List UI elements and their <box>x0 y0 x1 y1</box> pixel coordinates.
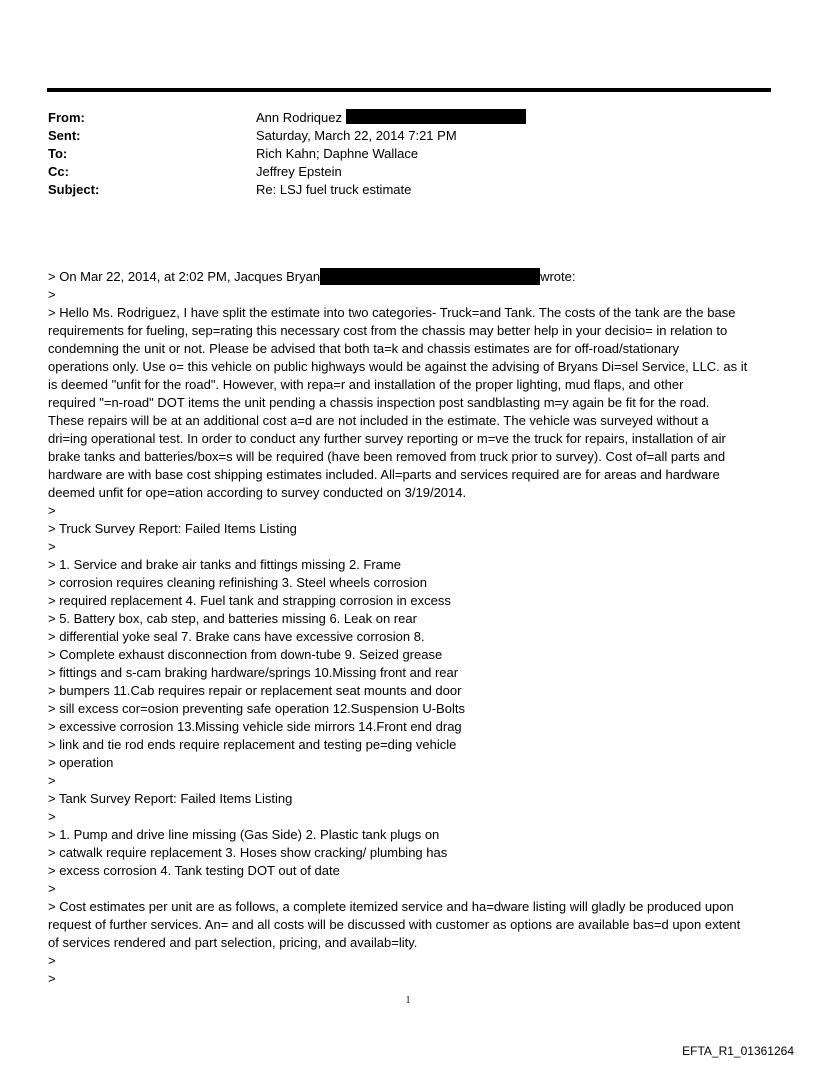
sent-label: Sent: <box>48 128 81 143</box>
redaction-bar <box>320 268 540 285</box>
body-line: > <box>48 503 56 518</box>
body-line: condemning the unit or not. Please be advised that both ta=k and chassis estimates are for off-road/stationary <box>48 341 679 356</box>
body-line: required "=n-road" DOT items the unit pending a chassis inspection post sandblasting m=y again be fit for the road. <box>48 395 710 410</box>
cc-row <box>48 163 526 181</box>
body-line: request of further services. An= and all costs will be discussed with customer as options are available bas=d upon extent <box>48 917 741 932</box>
email-body <box>48 268 778 988</box>
from-row <box>48 109 526 127</box>
body-line: requirements for fueling, sep=rating this necessary cost from the chassis may better help in your decisio= in relation to <box>48 323 728 338</box>
redaction-bar <box>346 109 526 124</box>
from-label: From: <box>48 110 85 125</box>
body-line: > 1. Service and brake air tanks and fittings missing 2. Frame <box>48 557 401 572</box>
body-line: > Hello Ms. Rodriguez, I have split the estimate into two categories- Truck=and Tank. The costs of the tank are the base <box>48 305 736 320</box>
body-line: hardware are with base cost shipping estimates included. All=parts and services required are for areas and hardware <box>48 467 720 482</box>
body-line: > <box>48 971 56 986</box>
email-header <box>48 109 526 199</box>
to-label: To: <box>48 146 68 161</box>
to-value: Rich Kahn; Daphne Wallace <box>256 146 419 161</box>
quote-intro: > On Mar 22, 2014, at 2:02 PM, Jacques Bryan <box>48 269 321 284</box>
body-line: > 5. Battery box, cab step, and batteries missing 6. Leak on rear <box>48 611 417 626</box>
body-line: > excessive corrosion 13.Missing vehicle side mirrors 14.Front end drag <box>48 719 462 734</box>
subject-label: Subject: <box>48 182 100 197</box>
sent-value: Saturday, March 22, 2014 7:21 PM <box>256 128 457 143</box>
subject-value: Re: LSJ fuel truck estimate <box>256 182 412 197</box>
body-line: is deemed "unfit for the road". However, with repa=r and installation of the proper lighting, mud flaps, and other <box>48 377 684 392</box>
body-line: > <box>48 881 56 896</box>
from-value <box>256 109 526 127</box>
to-row <box>48 145 526 163</box>
sender-name: Ann Rodriquez <box>256 110 342 125</box>
quote-intro-end: wrote: <box>540 269 576 284</box>
body-line: > fittings and s-cam braking hardware/springs 10.Missing front and rear <box>48 665 459 680</box>
body-line: > Tank Survey Report: Failed Items Listing <box>48 791 293 806</box>
sent-row <box>48 127 526 145</box>
quote-intro-line <box>48 268 778 286</box>
body-line: > Cost estimates per unit are as follows, a complete itemized service and ha=dware listing will gladly be produced upon <box>48 899 734 914</box>
body-line: > link and tie rod ends require replacement and testing pe=ding vehicle <box>48 737 457 752</box>
body-line: > excess corrosion 4. Tank testing DOT out of date <box>48 863 340 878</box>
body-line: dri=ing operational test. In order to conduct any further survey reporting or m=ve the truck for repairs, installation of air <box>48 431 726 446</box>
body-line: > bumpers 11.Cab requires repair or replacement seat mounts and door <box>48 683 462 698</box>
body-line: > Complete exhaust disconnection from down-tube 9. Seized grease <box>48 647 443 662</box>
body-line: > Truck Survey Report: Failed Items Listing <box>48 521 297 536</box>
body-line: > <box>48 287 56 302</box>
body-line: deemed unfit for ope=ation according to survey conducted on 3/19/2014. <box>48 485 467 500</box>
page-number: 1 <box>405 995 411 1006</box>
body-line: These repairs will be at an additional cost a=d are not included in the estimate. The vehicle was surveyed without a <box>48 413 709 428</box>
body-line: > corrosion requires cleaning refinishing 3. Steel wheels corrosion <box>48 575 428 590</box>
body-line: of services rendered and part selection, pricing, and availab=lity. <box>48 935 418 950</box>
bates-number: EFTA_R1_01361264 <box>682 1044 794 1058</box>
cc-value: Jeffrey Epstein <box>256 164 342 179</box>
body-line: > operation <box>48 755 114 770</box>
body-line: > differential yoke seal 7. Brake cans have excessive corrosion 8. <box>48 629 425 644</box>
body-line: > <box>48 809 56 824</box>
body-line: > required replacement 4. Fuel tank and strapping corrosion in excess <box>48 593 451 608</box>
header-divider <box>47 88 771 92</box>
body-line: > sill excess cor=osion preventing safe operation 12.Suspension U-Bolts <box>48 701 465 716</box>
body-line: brake tanks and batteries/box=s will be required (have been removed from truck prior to survey). Cost of=all parts and <box>48 449 726 464</box>
body-line: > <box>48 773 56 788</box>
subject-row <box>48 181 526 199</box>
body-line: operations only. Use o= this vehicle on public highways would be against the advising of Bryans Di=sel Service, LLC. as it <box>48 359 748 374</box>
body-line: > <box>48 539 56 554</box>
body-line: > catwalk require replacement 3. Hoses show cracking/ plumbing has <box>48 845 448 860</box>
body-line: > <box>48 953 56 968</box>
cc-label: Cc: <box>48 164 69 179</box>
body-line: > 1. Pump and drive line missing (Gas Side) 2. Plastic tank plugs on <box>48 827 440 842</box>
